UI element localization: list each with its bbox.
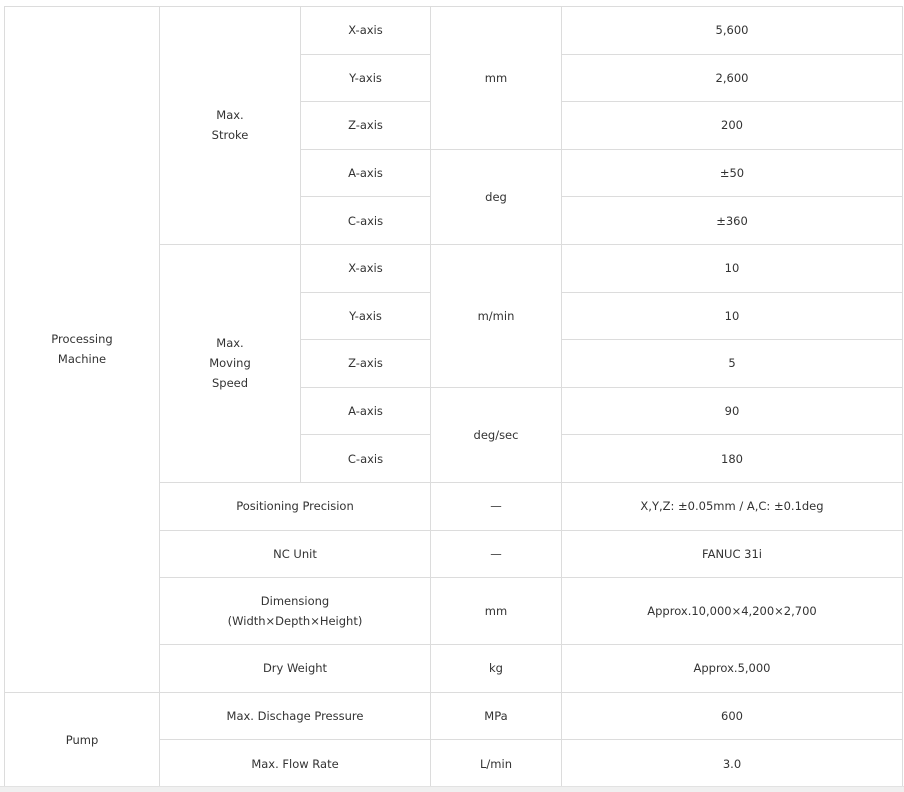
- axis-label: Z-axis: [301, 102, 431, 150]
- spec-label-line: (Width×Depth×Height): [227, 614, 363, 629]
- spec-label-line: Dimensiong: [260, 594, 330, 609]
- group-label-line: Max.: [216, 336, 244, 351]
- group-label-line: Stroke: [211, 128, 249, 143]
- axis-label: X-axis: [301, 7, 431, 55]
- value-cell: FANUC 31i: [562, 530, 903, 578]
- unit-cell: deg/sec: [431, 387, 562, 482]
- group-label-line: Moving: [209, 356, 251, 371]
- value-cell: 10: [562, 244, 903, 292]
- horizontal-scrollbar[interactable]: [0, 786, 904, 792]
- spec-label: Positioning Precision: [160, 482, 431, 530]
- axis-label: A-axis: [301, 149, 431, 197]
- unit-cell: kg: [431, 645, 562, 693]
- value-cell: Approx.5,000: [562, 645, 903, 693]
- axis-label: Z-axis: [301, 340, 431, 388]
- group-max-stroke: [160, 7, 301, 245]
- table-row: [5, 7, 903, 55]
- category-processing-machine: [5, 7, 160, 693]
- axis-label: Y-axis: [301, 292, 431, 340]
- category-label-line: Processing: [51, 332, 113, 347]
- axis-label: C-axis: [301, 435, 431, 483]
- unit-cell: mm: [431, 578, 562, 645]
- value-cell: Approx.10,000×4,200×2,700: [562, 578, 903, 645]
- value-cell: 90: [562, 387, 903, 435]
- value-cell: 3.0: [562, 740, 903, 788]
- value-cell: 10: [562, 292, 903, 340]
- value-cell: 180: [562, 435, 903, 483]
- value-cell: 2,600: [562, 54, 903, 102]
- value-cell: 200: [562, 102, 903, 150]
- group-label-line: Speed: [211, 376, 249, 391]
- unit-cell: MPa: [431, 692, 562, 740]
- group-max-moving-speed: [160, 244, 301, 482]
- value-cell: ±360: [562, 197, 903, 245]
- axis-label: Y-axis: [301, 54, 431, 102]
- spec-label: Max. Dischage Pressure: [160, 692, 431, 740]
- value-cell: 5: [562, 340, 903, 388]
- unit-cell: deg: [431, 149, 562, 244]
- axis-label: C-axis: [301, 197, 431, 245]
- group-label-line: Max.: [216, 108, 244, 123]
- unit-cell: —: [431, 530, 562, 578]
- table-row: [5, 692, 903, 740]
- axis-label: X-axis: [301, 244, 431, 292]
- spec-label: [160, 578, 431, 645]
- spec-label: Max. Flow Rate: [160, 740, 431, 788]
- specification-table: [4, 6, 903, 788]
- axis-label: A-axis: [301, 387, 431, 435]
- unit-cell: mm: [431, 7, 562, 150]
- category-label-line: Machine: [57, 352, 107, 367]
- value-cell: ±50: [562, 149, 903, 197]
- category-pump: Pump: [5, 692, 160, 787]
- value-cell: 5,600: [562, 7, 903, 55]
- unit-cell: L/min: [431, 740, 562, 788]
- unit-cell: —: [431, 482, 562, 530]
- value-cell: X,Y,Z: ±0.05mm / A,C: ±0.1deg: [562, 482, 903, 530]
- spec-label: Dry Weight: [160, 645, 431, 693]
- spec-label: NC Unit: [160, 530, 431, 578]
- unit-cell: m/min: [431, 244, 562, 387]
- value-cell: 600: [562, 692, 903, 740]
